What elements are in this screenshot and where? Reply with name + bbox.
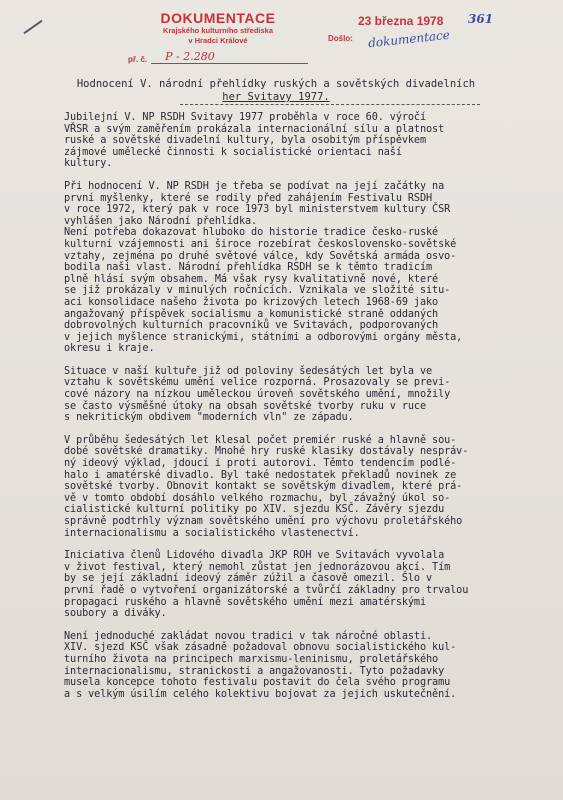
- paragraph-5: Iniciativa členů Lidového divadla JKP ROH ve Svitavách vyvolala v život festival, který nemohl zůstat jen jednorázovou akcí. Tím by se její základní ideový záměr zúžil a časově omezil. Šlo v první řadě o vytvoření organizátorské a tvůrčí základny pro trvalou propagaci ruského a hlavně sovětského umění mezi amatérskými soubory a diváky.: [64, 550, 469, 620]
- receipt-number: 361: [468, 12, 494, 26]
- stamp-number-row: [128, 50, 308, 64]
- stamp-number: P - 2.280: [151, 50, 308, 64]
- stamp-number-label: př. č.: [128, 55, 148, 64]
- paragraph-4: V průběhu šedesátých let klesal počet premiér ruské a hlavně sou- dobé sovětské dramatiky. Mnohé hry ruské klasiky dostávaly nespráv- ný ideový výklad, jdoucí i proti autorovi. Těmto tendencím podlé- halo i amatérské divadlo. Byl také nedostatek překladů novinek ze sovětské tvorby. Obnovit kontakt se sovětským divadlem, které prá- vě v tomto období dosáhlo velkého rozmachu, byl závažný úkol so- cialistické kulturní politiky po XIV. sjezdu KSČ. Závěry sjezdu správně podtrhly význam sovětského umění pro výchovu proletářského internacionalismu a socialistického vlastenectví.: [64, 434, 469, 539]
- paragraph-6: Není jednoduché zakládat novou tradici v tak náročné oblasti. XIV. sjezd KSČ však zásadně požadoval obnovu socialistického kul- turního života na principech marxismu-leninismu, proletářského internacionalismu, stranickosti a angažovanosti. Tyto požadavky musela koncepce tohoto festivalu postavit do čela svého programu a s velkým úsilím celého kolektivu bojovat za jejich uskutečnění.: [64, 630, 457, 700]
- title-rule: [180, 104, 480, 105]
- receipt-label: Došlo:: [328, 34, 353, 43]
- receipt-stamp: [318, 12, 518, 56]
- stamp-title: DOKUMENTACE: [160, 10, 276, 26]
- receipt-note: dokumentace: [367, 27, 451, 51]
- documentation-stamp: [128, 10, 308, 64]
- document-body: [64, 112, 514, 711]
- stamp-line-2: v Hradci Králové: [188, 36, 248, 45]
- paragraph-2: Při hodnocení V. NP RSDH je třeba se podívat na její začátky na první myšlenky, které se rodily před zahájením Festivalu RSDH v roce 1972, který pak v roce 1973 byl ministerstvem kultury ČSR vyhlášen jako Národní přehlídka. Není potřeba dokazovat hluboko do historie tradice česko-ruské kulturní vzájemnosti ani široce rozebírat československo-sovětské vztahy, zejména po druhé světové válce, kdy Sovětská armáda osvo- bodila naši vlast. Národní přehlídka RSDH se k těmto tradicím plně hlásí svým obsahem. Má však rysy kvalitativně nové, které se již prokázaly v minulých ročnících. Vznikala ve složité situ- aci konsolidace našeho života po krizových letech 1968-69 jako angažovaný příspěvek socialismu a komunistické straně oddaných dobrovolných kulturních pracovníků ve Svitavách, podporovaných v jejich myšlence stranickými, státními a odborovými orgány města, okresu i kraje.: [64, 180, 463, 355]
- paragraph-1: Jubilejní V. NP RSDH Svitavy 1977 proběhla v roce 60. výročí VŘSR a svým zaměřením prokázala internacionální sílu a platnost ruské a sovětské divadelní kultury, byla osobitým příspěvkem zájmové umělecké činnosti k socialistické orientaci naší kultury.: [64, 112, 445, 170]
- receipt-date: 23 března 1978: [358, 14, 444, 28]
- title-line-1: Hodnocení V. národní přehlídky ruských a sovětských divadelních: [76, 78, 476, 90]
- document-title: [30, 78, 522, 104]
- title-line-2: her Svitavy 1977.: [222, 91, 330, 103]
- pen-mark: [23, 20, 42, 34]
- stamp-line-1: Krajského kulturního střediska: [162, 26, 274, 35]
- paragraph-3: Situace v naší kultuře již od poloviny šedesátých let byla ve vztahu k sovětskému umění velice rozporná. Prosazovaly se previ- cové názory na nízkou uměleckou úroveň sovětského umění, množily se často výsměšné útoky na obsah sovětské tvorby ruku v ruce s nekritickým obdivem "moderních vln" ze západu.: [64, 365, 451, 424]
